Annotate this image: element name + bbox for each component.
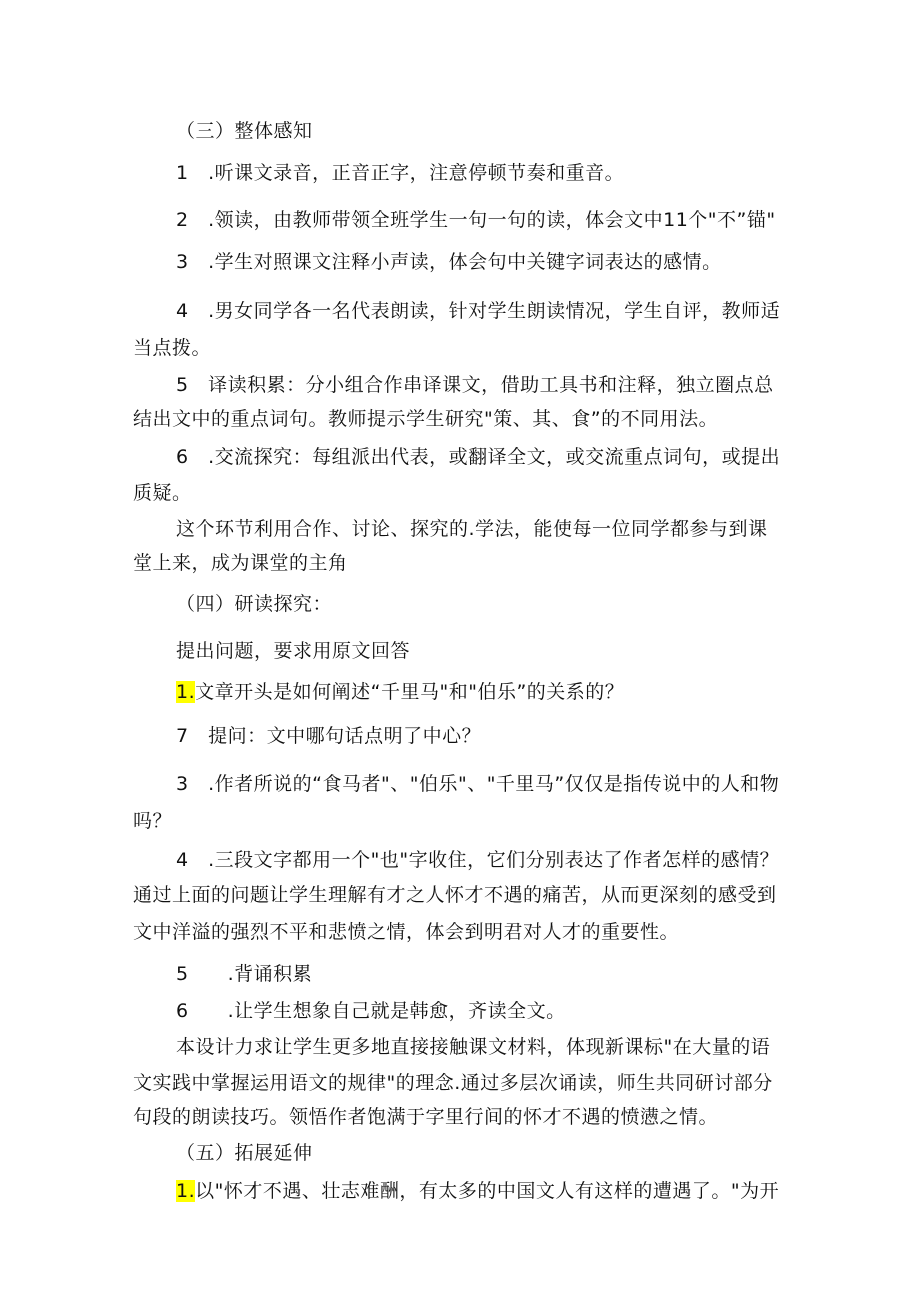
section-3-note-line-2: 堂上来，成为课堂的主角: [133, 552, 348, 574]
section-4-item-6: 6 .让学生想象自己就是韩愈，齐读全文。: [176, 1000, 566, 1022]
section-3-heading: （三）整体感知: [176, 120, 313, 142]
section-3-item-3: 3 .学生对照课文注释小声读，体会句中关键字词表达的感情。: [176, 251, 722, 273]
section-4-question-3-line-1: 3 .作者所说的“食马者"、"伯乐"、"千里马”仅仅是指传说中的人和物: [176, 773, 780, 795]
section-4-item-5: 5 .背诵积累: [176, 963, 313, 985]
section-4-question-1: [176, 680, 624, 704]
section-4-note-line-1: 通过上面的问题让学生理解有才之人怀才不遇的痛苦，从而更深刻的感受到: [133, 884, 777, 906]
section-4-intro: 提出问题，要求用原文回答: [176, 640, 411, 662]
section-4-design-line-1: 本设计力求让学生更多地直接接触课文材料，体现新课标"在大量的语: [176, 1036, 771, 1058]
section-3-item-1: 1 .听课文录音，正音正字，注意停顿节奏和重音。: [176, 162, 625, 184]
question-1-text: 文章开头是如何阐述“千里马"和"伯乐”的关系的？: [195, 681, 625, 703]
section-4-question-2: 7 提问：文中哪句话点明了中心？: [176, 725, 482, 747]
section-3-item-4-line-1: 4 .男女同学各一名代表朗读，针对学生朗读情况，学生自评，教师适: [176, 300, 781, 322]
section-3-item-5-line-1: 5 译读积累：分小组合作串译课文，借助工具书和注释，独立圈点总: [176, 374, 774, 396]
section-4-design-line-2: 文实践中掌握运用语文的规律"的理念.通过多层次诵读，师生共同研讨部分: [133, 1072, 773, 1094]
question-1-text: 以"怀才不遇、壮志难酬，有太多的中国文人有这样的遭遇了。"为开: [195, 1180, 780, 1202]
section-3-note-line-1: 这个环节利用合作、讨论、探究的.学法，能使每一位同学都参与到课: [176, 518, 768, 540]
section-5-heading: （五）拓展延伸: [176, 1142, 313, 1164]
section-3-item-4-line-2: 当点拨。: [133, 337, 212, 359]
section-4-note-line-2: 文中洋溢的强烈不平和悲愤之情，体会到明君对人才的重要性。: [133, 921, 680, 943]
section-4-question-4: 4 .三段文字都用一个"也"字收住，它们分别表达了作者怎样的感情？: [176, 849, 780, 871]
section-3-item-6-line-1: 6 .交流探究：每组派出代表，或翻译全文，或交流重点词句，或提出: [176, 446, 781, 468]
highlighted-number: 1.: [176, 681, 196, 703]
section-4-heading: （四）研读探究：: [176, 593, 333, 615]
section-3-item-5-line-2: 结出文中的重点词句。教师提示学生研究"策、其、食”的不同用法。: [133, 408, 719, 430]
section-5-question-1: [176, 1179, 779, 1203]
section-4-design-line-3: 句段的朗读技巧。领悟作者饱满于字里行间的怀才不遇的愤懑之情。: [133, 1106, 719, 1128]
section-3-item-2: 2 .领读，由教师带领全班学生一句一句的读，体会文中11个"不”锚": [176, 209, 776, 231]
highlighted-number: 1.: [176, 1180, 196, 1202]
section-3-item-6-line-2: 质疑。: [133, 482, 192, 504]
section-4-question-3-line-2: 吗？: [133, 810, 173, 832]
